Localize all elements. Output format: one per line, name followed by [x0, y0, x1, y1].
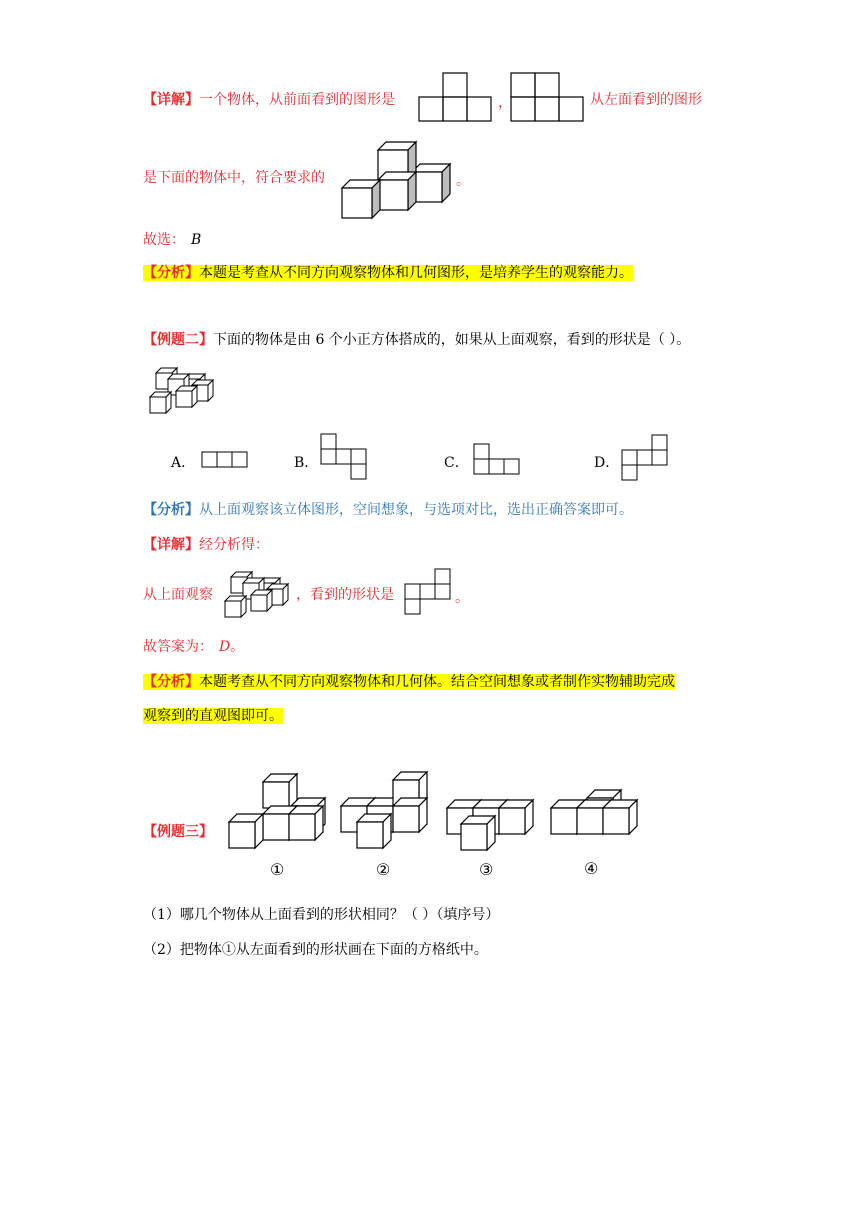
example2-detail-text: 经分析得：	[199, 537, 269, 553]
figure-4	[551, 790, 637, 834]
analysis-highlight-1	[143, 265, 633, 281]
example2-question-line	[143, 330, 690, 350]
answer-label: 故答案为：	[143, 639, 213, 655]
option-a-label[interactable]: A．	[171, 455, 196, 471]
option-c-figure[interactable]	[473, 443, 523, 477]
observe-text-b: ，看到的形状是	[296, 587, 394, 603]
option-d-figure[interactable]	[621, 434, 671, 484]
option-c-label[interactable]: C．	[444, 455, 469, 471]
figure-1	[229, 774, 325, 848]
detail-text-a: 一个物体，从前面看到的图形是	[199, 92, 395, 108]
example2-answer-line	[143, 637, 244, 657]
left-view-figure	[510, 72, 586, 122]
answer-cube-figure	[340, 140, 460, 222]
analysis2-line1: 本题考查从不同方向观察物体和几何体。结合空间想象或者制作实物辅助完成	[199, 674, 675, 690]
example2-detail-tag: 【详解】	[143, 537, 199, 553]
example2-analysis-line	[143, 500, 633, 520]
observe-text-a: 从上面观察	[143, 587, 213, 603]
analysis2-tag: 【分析】	[143, 674, 199, 690]
analysis-text-1: 本题是考查从不同方向观察物体和几何图形，是培养学生的观察能力。	[199, 265, 633, 281]
analysis2-highlight-1	[143, 674, 675, 690]
figure-label-4: ④	[584, 859, 599, 878]
front-view-figure	[418, 72, 494, 122]
example2-tag: 【例题二】	[143, 332, 213, 348]
analysis-tag-1: 【分析】	[143, 265, 199, 281]
example2-analysis2-block	[143, 668, 675, 730]
detail-text-c: 是下面的物体中，符合要求的	[143, 170, 325, 186]
answer-value: D	[219, 639, 231, 655]
choice-label: 故选：	[143, 232, 185, 248]
detail-tag: 【详解】	[143, 92, 199, 108]
example3-q2: （2）把物体①从左面看到的形状画在下面的方格纸中。	[143, 942, 488, 958]
example2-object-figure	[148, 366, 218, 414]
choice-line	[143, 230, 201, 250]
example3-figures	[225, 770, 645, 860]
example2-analysis-text: 从上面观察该立体图形，空间想象，与选项对比，选出正确答案即可。	[199, 502, 633, 518]
example2-analysis-tag: 【分析】	[143, 502, 199, 518]
example3-q1: （1）哪几个物体从上面看到的形状相同？（ ）（填序号）	[143, 907, 500, 923]
option-b-label[interactable]: B．	[294, 455, 319, 471]
figure-3	[447, 800, 533, 850]
example3-tag: 【例题三】	[143, 824, 213, 840]
option-d-label[interactable]: D．	[594, 455, 620, 471]
observe-result-figure	[404, 568, 454, 618]
observe-period: 。	[455, 590, 469, 606]
figure-label-2: ②	[376, 860, 391, 879]
analysis-line-1	[143, 263, 633, 283]
analysis2-line2: 观察到的直观图即可。	[143, 708, 283, 724]
answer-end: 。	[230, 639, 245, 655]
comma: ，	[498, 95, 512, 111]
figure-label-1: ①	[270, 860, 285, 879]
period-1: 。	[456, 173, 470, 189]
example2-detail-line	[143, 535, 269, 555]
detail-text-b: 从左面看到的图形	[590, 92, 702, 108]
figure-2	[341, 772, 427, 848]
option-a-figure[interactable]	[201, 451, 249, 469]
observe-object-figure	[222, 570, 294, 618]
option-b-figure[interactable]	[320, 433, 370, 483]
detail-line-1	[143, 90, 395, 110]
choice-value: B	[191, 232, 202, 248]
figure-label-3: ③	[479, 860, 494, 879]
example2-question: 下面的物体是由 6 个小正方体搭成的，如果从上面观察，看到的形状是（ ）。	[213, 332, 691, 348]
